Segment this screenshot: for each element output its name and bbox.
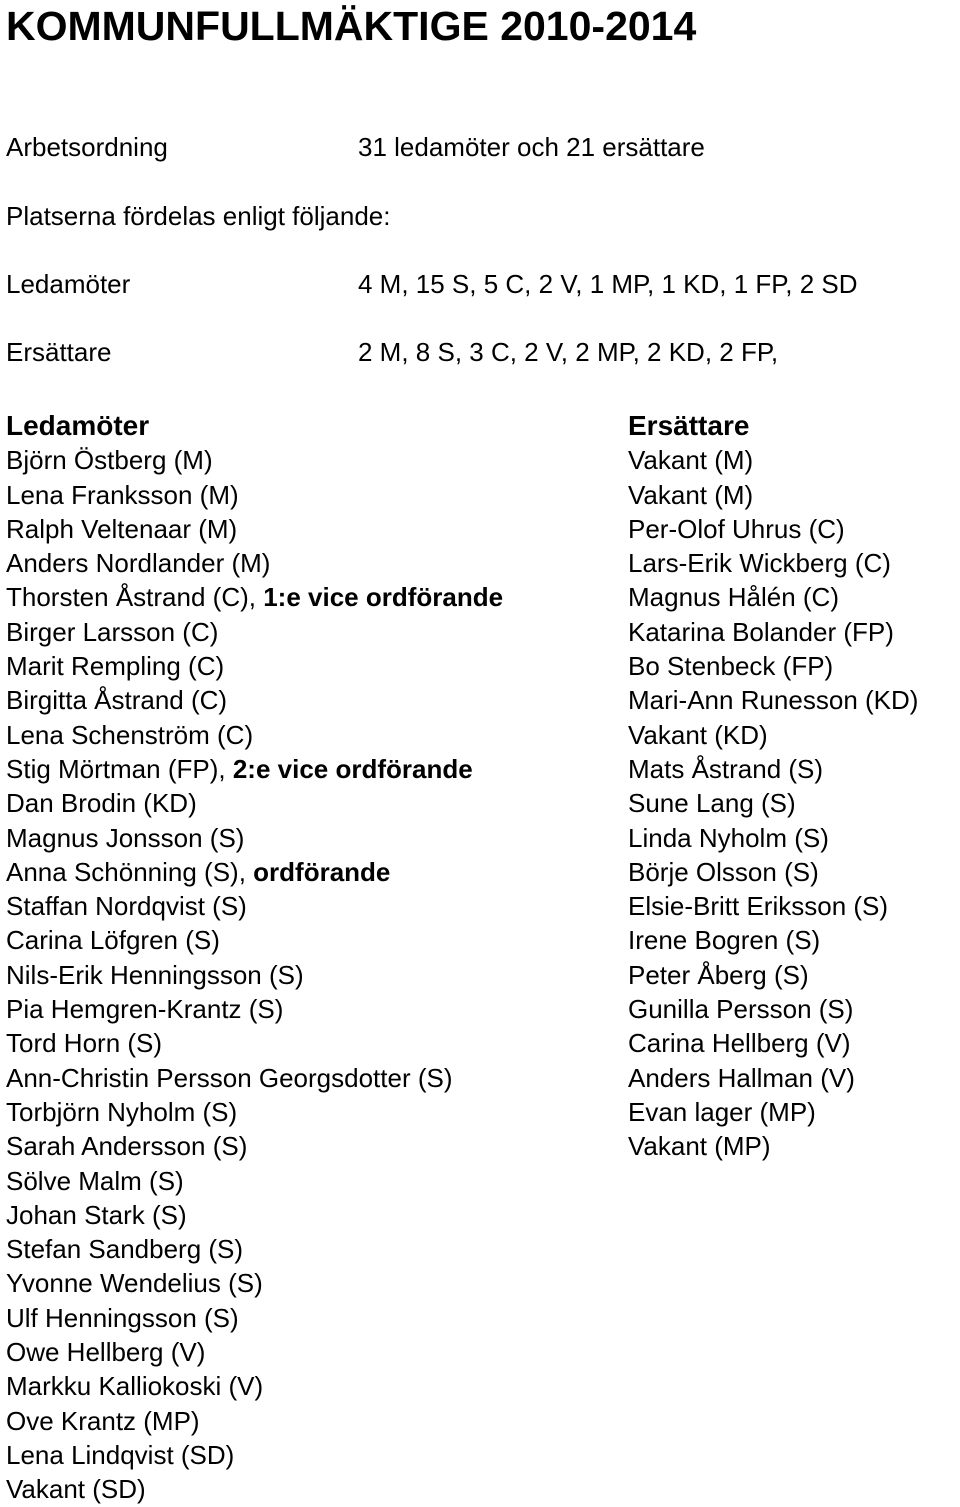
ledamot-name: Johan Stark (S) (6, 1199, 187, 1230)
ersattare-list-item: Vakant (KD) (628, 719, 768, 750)
ledamot-list-item (6, 958, 503, 992)
ersattare-list-item: Irene Bogren (S) (628, 925, 821, 956)
ledamot-list-item (6, 1198, 503, 1232)
ledamot-list-item (6, 923, 503, 957)
ledamot-name: Birgitta Åstrand (C) (6, 685, 228, 716)
ledamot-list-item (6, 512, 503, 546)
ersattare-list-item: Mari-Ann Runesson (KD) (628, 685, 919, 716)
ledamot-list-item (6, 821, 503, 855)
ledamot-name: Dan Brodin (KD) (6, 788, 197, 819)
ledamot-name: Sarah Andersson (S) (6, 1131, 248, 1162)
ledamot-name: Tord Horn (S) (6, 1028, 163, 1059)
ledamot-name: Thorsten Åstrand (C), (6, 582, 264, 613)
ersattare-list-item: Bo Stenbeck (FP) (628, 651, 834, 682)
ersattare-list-item: Börje Olsson (S) (628, 856, 819, 887)
ledamot-name: Anna Schönning (S), (6, 856, 254, 887)
ledamot-name: Torbjörn Nyholm (S) (6, 1096, 238, 1127)
ledamot-name: Pia Hemgren-Krantz (S) (6, 994, 284, 1025)
ersattare-list-item: Elsie-Britt Eriksson (S) (628, 891, 889, 922)
page-title: KOMMUNFULLMÄKTIGE 2010-2014 (6, 3, 697, 49)
ledamot-list-item (6, 580, 503, 614)
ledamot-list-item (6, 992, 503, 1026)
ledamot-role: 1:e vice ordförande (263, 582, 504, 613)
ledamot-name: Birger Larsson (C) (6, 616, 219, 647)
ledamot-list-item (6, 752, 503, 786)
ledamot-name: Lena Franksson (M) (6, 479, 239, 510)
ersattare-list-item: Linda Nyholm (S) (628, 822, 829, 853)
ledamot-name: Marit Rempling (C) (6, 651, 225, 682)
ersattare-list-item: Vakant (M) (628, 479, 754, 510)
ersattare-list-item: Lars-Erik Wickberg (C) (628, 548, 891, 579)
ledamoter-value: 4 M, 15 S, 5 C, 2 V, 1 MP, 1 KD, 1 FP, 2 SD (358, 269, 858, 299)
ledamot-list-item (6, 1095, 503, 1129)
ledamot-list-item (6, 855, 503, 889)
ledamot-name: Lena Lindqvist (SD) (6, 1439, 235, 1470)
ledamot-name: Carina Löfgren (S) (6, 925, 220, 956)
ersattare-list-item: Gunilla Persson (S) (628, 994, 854, 1025)
ledamoter-list (6, 409, 503, 1507)
ledamot-list-item (6, 1266, 503, 1300)
ledamot-name: Yvonne Wendelius (S) (6, 1268, 263, 1299)
ersattare-label: Ersättare (6, 337, 112, 367)
ledamot-list-item (6, 1026, 503, 1060)
ledamot-list-item (6, 443, 503, 477)
ledamot-name: Ove Krantz (MP) (6, 1405, 200, 1436)
ersattare-list-item: Vakant (M) (628, 445, 754, 476)
ledamot-name: Markku Kalliokoski (V) (6, 1371, 264, 1402)
ersattare-list-item: Evan lager (MP) (628, 1096, 816, 1127)
ersattare-list-item: Peter Åberg (S) (628, 959, 809, 990)
ledamot-list-item (6, 1472, 503, 1506)
ledamot-name: Stefan Sandberg (S) (6, 1234, 244, 1265)
ledamot-list-item (6, 786, 503, 820)
ledamot-list-item (6, 1164, 503, 1198)
ledamot-name: Vakant (SD) (6, 1474, 146, 1505)
ledamot-list-item (6, 1438, 503, 1472)
ledamot-list-item (6, 546, 503, 580)
ledamot-list-item (6, 1061, 503, 1095)
ledamot-name: Sölve Malm (S) (6, 1165, 184, 1196)
ersattare-list-item: Magnus Hålén (C) (628, 582, 839, 613)
ledamot-name: Björn Östberg (M) (6, 445, 213, 476)
ledamot-list-item (6, 683, 503, 717)
ersattare-list-item: Carina Hellberg (V) (628, 1028, 851, 1059)
ledamot-list-item (6, 478, 503, 512)
ledamot-name: Owe Hellberg (V) (6, 1337, 206, 1368)
ledamot-name: Staffan Nordqvist (S) (6, 891, 247, 922)
ledamot-list-item (6, 1404, 503, 1438)
ersattare-list-item: Katarina Bolander (FP) (628, 616, 894, 647)
ledamoter-label: Ledamöter (6, 269, 131, 299)
ledamot-role: ordförande (253, 856, 391, 887)
ersattare-list (628, 409, 918, 1164)
ersattare-list-item: Mats Åstrand (S) (628, 753, 824, 784)
ledamoter-heading: Ledamöter (6, 410, 150, 441)
ersattare-list-item: Vakant (MP) (628, 1131, 771, 1162)
ledamot-list-item (6, 1369, 503, 1403)
arbetsordning-value: 31 ledamöter och 21 ersättare (358, 132, 705, 162)
ledamot-name: Magnus Jonsson (S) (6, 822, 245, 853)
ledamot-list-item (6, 889, 503, 923)
ledamot-list-item (6, 1232, 503, 1266)
ersattare-heading: Ersättare (628, 410, 750, 441)
ledamot-role: 2:e vice ordförande (232, 753, 473, 784)
ledamot-name: Stig Mörtman (FP), (6, 753, 233, 784)
fordelning-label: Platserna fördelas enligt följande: (6, 201, 391, 231)
ledamot-list-item (6, 649, 503, 683)
ledamot-name: Nils-Erik Henningsson (S) (6, 959, 304, 990)
ledamot-list-item (6, 1301, 503, 1335)
ledamot-list-item (6, 718, 503, 752)
ersattare-value: 2 M, 8 S, 3 C, 2 V, 2 MP, 2 KD, 2 FP, (358, 337, 779, 367)
ersattare-list-item: Anders Hallman (V) (628, 1062, 855, 1093)
ledamot-list-item (6, 1129, 503, 1163)
ledamot-name: Anders Nordlander (M) (6, 548, 271, 579)
arbetsordning-label: Arbetsordning (6, 132, 168, 162)
ledamot-list-item (6, 615, 503, 649)
ledamot-name: Lena Schenström (C) (6, 719, 254, 750)
ledamot-name: Ann-Christin Persson Georgsdotter (S) (6, 1062, 453, 1093)
ersattare-list-item: Sune Lang (S) (628, 788, 796, 819)
ledamot-name: Ulf Henningsson (S) (6, 1302, 239, 1333)
ledamot-list-item (6, 1335, 503, 1369)
ledamot-name: Ralph Veltenaar (M) (6, 513, 238, 544)
ersattare-list-item: Per-Olof Uhrus (C) (628, 513, 845, 544)
